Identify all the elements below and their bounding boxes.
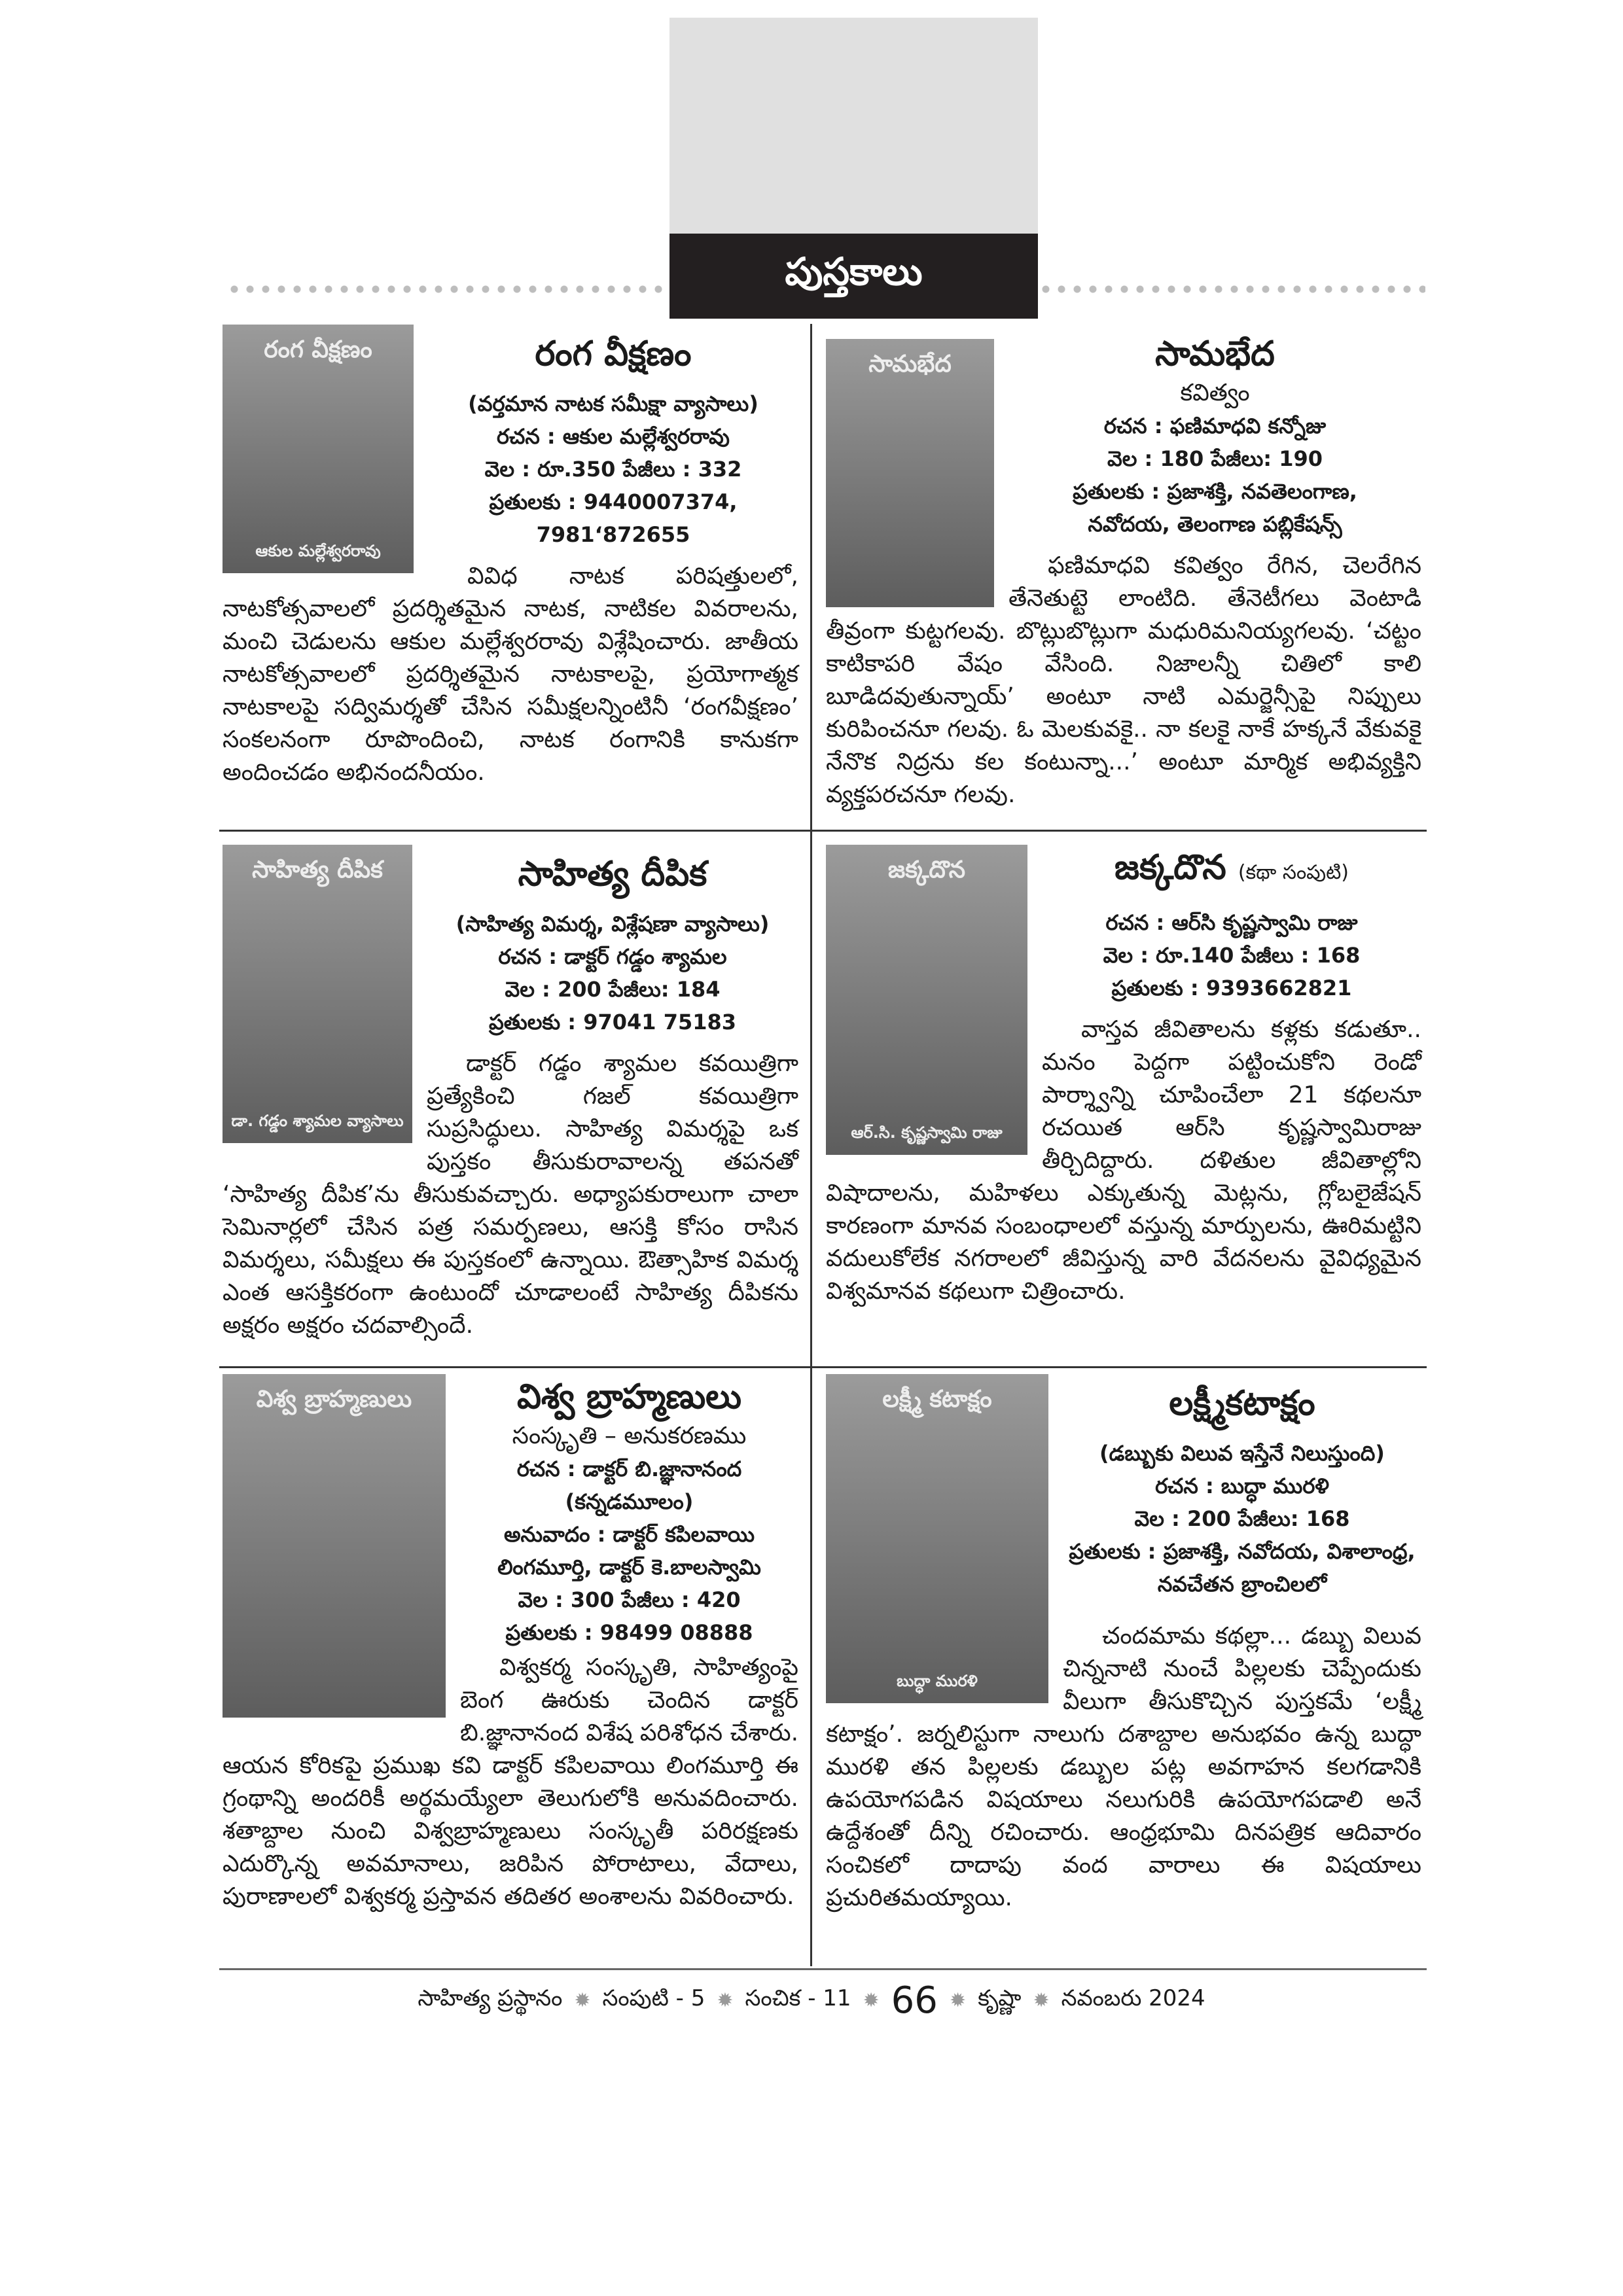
- cover-title: విశ్వ బ్రాహ్మణులు: [256, 1386, 412, 1413]
- book-title: లక్ష్మీకటాక్షం: [1169, 1384, 1315, 1423]
- book-subtitle: (డబ్బుకు విలువ ఇస్తేనే నిలుస్తుంది): [1099, 1441, 1385, 1466]
- review-text: చందమామ కథల్లా... డబ్బు విలువ చిన్ననాటి నుంచే పిల్లలకు చెప్పేందుకు వీలుగా తీసుకొచ్చిన పుస్తకమే ‘లక్ష్మీ కటాక్షం’. జర్నలిస్టుగా నాలుగు దశాబ్దాల అనుభవం ఉన్న బుద్ధా మురళి తన పిల్లలకు డబ్బుల పట్ల అవగాహన కలగడానికి ఉపయోగపడిన విషయాలు నలుగురికి ఉపయోగపడాలి అనే ఉద్దేశంతో దీన్ని రచించారు. ఆంధ్రభూమి దినపత్రిక ఆదివారం సంచికలో దాదాపు వంద వారాలు ఈ విషయాలు ప్రచురితమయ్యాయి.: [826, 1623, 1421, 1911]
- row-divider: [219, 1366, 1427, 1368]
- dotted-divider-left: [226, 285, 669, 293]
- cover-author: ఆకుల మల్లేశ్వరరావు: [255, 542, 381, 560]
- page-number: 66: [891, 1979, 938, 2022]
- book-title-suffix: (కథా సంపుటి): [1238, 861, 1349, 884]
- review-text: వివిధ నాటక పరిషత్తులలో, నాటకోత్సవాలలో ప్రదర్శితమైన నాటక, నాటికల వివరాలను, మంచి చెడులను ఆకుల మల్లేశ్వరరావు విశ్లేషించారు. జాతీయ నాటకోత్సవాలలో ప్రదర్శితమైన నాటకాలపై, ప్రయోగాత్మక నాటకాలపై సద్విమర్శతో చేసిన సమీక్షలన్నింటినీ ‘రంగవీక్షణం’ సంకలనంగా రూపొందించి, నాటక రంగానికి కానుకగా అందించడం అభినందనీయం.: [223, 563, 798, 786]
- cover-author: బుద్ధా మురళి: [897, 1672, 978, 1690]
- book-price-pages: వెల : రూ.350 పేజీలు : 332: [484, 457, 742, 482]
- review-jakkadona: [826, 845, 1421, 1308]
- book-contact: ప్రతులకు : 97041 75183: [488, 1010, 737, 1034]
- volume: సంపుటి - 5: [602, 1985, 705, 2011]
- book-title: రంగ వీక్షణం: [535, 334, 692, 374]
- book-author: రచన : డాక్టర్ బి.జ్ఞానానంద: [516, 1457, 742, 1481]
- book-origin: (కన్నడమూలం): [565, 1489, 694, 1514]
- review-vishwa-brahmanulu: [223, 1374, 798, 1913]
- star-icon: ✹: [1033, 1989, 1050, 2012]
- book-translators: అనువాదం : డాక్టర్ కపిలవాయి: [503, 1522, 755, 1547]
- book-contact: ప్రతులకు : ప్రజాశక్తి, నవోదయ, విశాలాంధ్ర,: [1069, 1539, 1416, 1564]
- column-divider: [810, 324, 812, 1966]
- book-author: రచన : ఆకుల మల్లేశ్వరరావు: [497, 424, 730, 449]
- star-icon: ✹: [949, 1989, 967, 2012]
- book-contact: ప్రతులకు : ప్రజాశక్తి, నవతెలంగాణ,: [1073, 479, 1357, 504]
- book-title: సామభేద: [1155, 334, 1275, 374]
- footer-divider: [219, 1968, 1427, 1970]
- cover-author: ఆర్.సి. కృష్ణస్వామి రాజు: [851, 1123, 1003, 1142]
- review-samabheda: [826, 325, 1421, 811]
- issue: సంచిక - 11: [745, 1985, 851, 2011]
- book-contact: ప్రతులకు : 98499 08888: [505, 1620, 753, 1645]
- section-title: పుస్తకాలు: [669, 234, 1038, 319]
- review-text: ఫణిమాధవి కవిత్వం రేగిన, చెలరేగిన తేనెతుట్టె లాంటిది. తేనెటీగలు వెంటాడి తీవ్రంగా కుట్టగలవు. బొట్లుబొట్లుగా మధురిమనియ్యగలవు. ‘చట్టం కాటికాపరి వేషం వేసింది. నిజాలన్నీ చితిలో కాలి బూడిదవుతున్నాయ్’ అంటూ నాటి ఎమర్జెన్సీపై నిప్పులు కురిపించనూ గలవు. ఓ మెలకువకై.. నా కలకై నాకే హక్కనే వేకువకై నేనొక నిద్రను కల కంటున్నా...’ అంటూ మార్మిక అభివ్యక్తిని వ్యక్తపరచనూ గలవు.: [826, 552, 1421, 808]
- review-sahitya-deepika: [223, 845, 798, 1342]
- book-title: సాహిత్య దీపిక: [518, 855, 707, 894]
- cover-title: లక్ష్మీ కటాక్షం: [882, 1386, 992, 1413]
- star-icon: ✹: [717, 1989, 734, 2012]
- book-title-text: జక్కదొన: [1114, 848, 1226, 887]
- cover-title: సామభేద: [868, 351, 952, 378]
- book-author: రచన : ఆర్‌సి కృష్ణస్వామి రాజు: [1105, 910, 1358, 935]
- book-price-pages: వెల : 200 పేజీలు: 168: [1134, 1506, 1350, 1531]
- month-telugu: కృష్ణా: [978, 1985, 1022, 2011]
- book-author: రచన : బుద్ధా మురళి: [1155, 1474, 1329, 1498]
- review-text: విశ్వకర్మ సంస్కృతి, సాహిత్యంపై బెంగ ఊరుకు చెందిన డాక్టర్ బి.జ్ఞానానంద విశేష పరిశోధన చేశారు. ఆయన కోరికపై ప్రముఖ కవి డాక్టర్ కపిలవాయి లింగమూర్తి ఈ గ్రంథాన్ని అందరికీ అర్థమయ్యేలా తెలుగులోకి అనువదించారు. శతాబ్దాల నుంచి విశ్వబ్రాహ్మణులు సంస్కృతీ పరిరక్షణకు ఎదుర్కొన్న అవమానాలు, జరిపిన పోరాటాలు, వేదాలు, పురాణాలలో విశ్వకర్మ ప్రస్తావన తదితర అంశాలను వివరించారు.: [223, 1654, 799, 1910]
- review-text: వాస్తవ జీవితాలను కళ్లకు కడుతూ.. మనం పెద్దగా పట్టించుకోని రెండో పార్శ్వాన్ని చూపించేలా 21 కథలనూ రచయిత ఆర్‌సి కృష్ణస్వామిరాజు తీర్చిదిద్దారు. దళితుల జీవితాల్లోని విషాదాలను, మహిళలు ఎక్కుతున్న మెట్లను, గ్లోబలైజేషన్ కారణంగా మానవ సంబంధాలలో వస్తున్న మార్పులను, ఊరిమట్టిని వదులుకోలేక నగరాలలో జీవిస్తున్న వారి వేదనలను వైవిధ్యమైన విశ్వమానవ కథలుగా చిత్రించారు.: [826, 1016, 1421, 1305]
- review-lakshmi-kataksham: [826, 1374, 1421, 1915]
- book-contact-cont: నవోదయ, తెలంగాణ పబ్లికేషన్స్: [1088, 512, 1342, 537]
- book-price-pages: వెల : రూ.140 పేజీలు : 168: [1103, 943, 1361, 968]
- cover-author: డా. గడ్డం శ్యామల వ్యాసాలు: [231, 1112, 404, 1130]
- book-translators-cont: లింగమూర్తి, డాక్టర్ కె.బాలస్వామి: [497, 1555, 761, 1580]
- cover-title: రంగ వీక్షణం: [264, 336, 372, 363]
- book-subtitle: (సాహిత్య విమర్శ, విశ్లేషణా వ్యాసాలు): [455, 911, 770, 936]
- book-price-pages: వెల : 200 పేజీలు: 184: [505, 977, 721, 1002]
- star-icon: ✹: [574, 1989, 591, 2012]
- book-genre: కవిత్వం: [1180, 380, 1250, 406]
- book-cover-image: [223, 845, 412, 1143]
- book-cover-image: [826, 339, 994, 607]
- book-cover-image: [223, 1374, 446, 1718]
- review-ranga-veekshanam: [223, 325, 798, 789]
- book-contact: ప్రతులకు : 9440007374, 7981‘872655: [489, 489, 738, 547]
- review-text: డాక్టర్ గడ్డం శ్యామల కవయిత్రిగా ప్రత్యేకించి గజల్ కవయిత్రిగా సుప్రసిద్ధులు. సాహిత్య విమర్శపై ఒక పుస్తకం తీసుకురావాలన్న తపనతో ‘సాహిత్య దీపిక’ను తీసుకువచ్చారు. అధ్యాపకురాలుగా చాలా సెమినార్లలో చేసిన పత్ర సమర్పణలు, ఆసక్తి కోసం రాసిన విమర్శలు, సమీక్షలు ఈ పుస్తకంలో ఉన్నాయి. ఔత్సాహిక విమర్శ ఎంత ఆసక్తికరంగా ఉంటుందో చూడాలంటే సాహిత్య దీపికను అక్షరం అక్షరం చదవాల్సిందే.: [223, 1050, 798, 1339]
- book-cover-image: [223, 325, 414, 573]
- row-divider: [219, 830, 1427, 832]
- book-genre: సంస్కృతి – అనుకరణము: [512, 1422, 747, 1449]
- book-cover-image: [826, 845, 1027, 1155]
- book-price-pages: వెల : 300 పేజీలు : 420: [518, 1587, 741, 1612]
- cover-title: సాహిత్య దీపిక: [252, 857, 383, 883]
- book-contact-cont: నవచేతన బ్రాంచిలలో: [1157, 1572, 1327, 1597]
- magazine-name: సాహిత్య ప్రస్థానం: [418, 1985, 563, 2011]
- book-price-pages: వెల : 180 పేజీలు: 190: [1107, 446, 1323, 471]
- page-footer: [0, 1979, 1623, 2022]
- book-title: విశ్వ బ్రాహ్మణులు: [516, 1377, 742, 1417]
- dotted-divider-right: [1038, 285, 1425, 293]
- book-cover-image: [826, 1374, 1048, 1703]
- header-image-placeholder: [669, 18, 1038, 234]
- month-year: నవంబరు 2024: [1061, 1985, 1205, 2011]
- book-subtitle: (వర్తమాన నాటక సమీక్షా వ్యాసాలు): [468, 391, 758, 416]
- book-author: రచన : డాక్టర్ గడ్డం శ్యామల: [498, 944, 727, 969]
- book-author: రచన : ఫణిమాధవి కన్నోజు: [1103, 414, 1327, 438]
- book-contact: ప్రతులకు : 9393662821: [1111, 976, 1352, 1000]
- star-icon: ✹: [863, 1989, 880, 2012]
- cover-title: జక్కదొన: [887, 857, 966, 883]
